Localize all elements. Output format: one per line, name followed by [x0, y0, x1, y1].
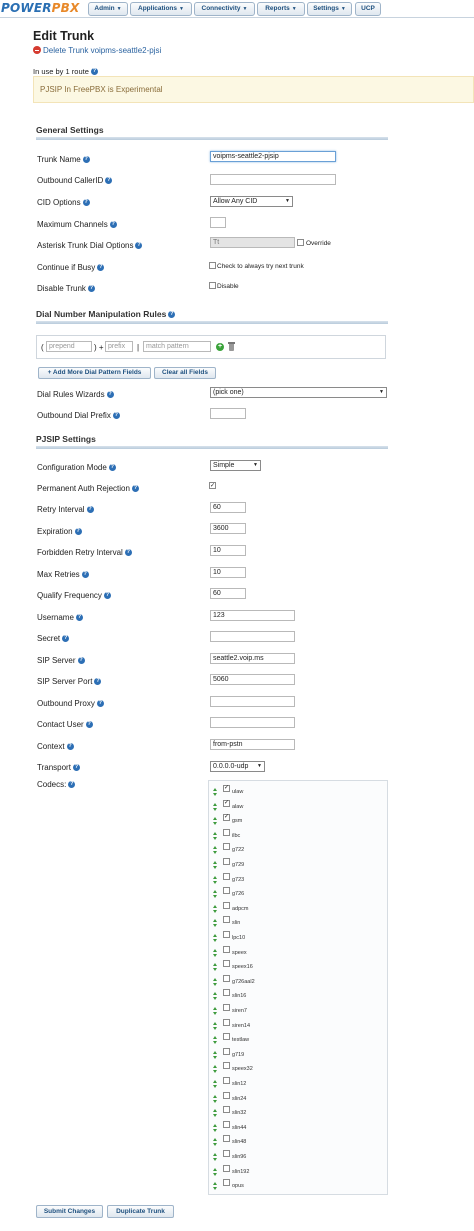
codec-name: slin96	[232, 1154, 247, 1160]
help-icon[interactable]: ?	[126, 549, 131, 555]
drag-handle-icon[interactable]	[213, 963, 218, 972]
disable-trunk-text: Disable	[217, 283, 239, 290]
codec-item-slin32[interactable]	[211, 1105, 387, 1119]
drag-handle-icon[interactable]	[213, 876, 218, 885]
duplicate-trunk-button[interactable]: Duplicate Trunk	[107, 1205, 174, 1218]
section-divider	[36, 446, 388, 449]
drag-handle-icon[interactable]	[213, 861, 218, 870]
pipe-separator: |	[137, 343, 140, 352]
codec-name: slin48	[232, 1139, 247, 1146]
disable-trunk-label: Disable Trunk ?	[37, 284, 94, 293]
help-icon[interactable]: ?	[74, 764, 79, 770]
codec-item-g722[interactable]	[211, 842, 387, 856]
help-icon[interactable]: ?	[83, 571, 87, 577]
prefix-input[interactable]: prefix	[105, 341, 133, 352]
codec-name: ulaw	[232, 789, 244, 795]
drag-handle-icon[interactable]	[213, 1182, 218, 1191]
codec-checkbox[interactable]	[223, 887, 230, 894]
codec-checkbox[interactable]	[223, 858, 230, 865]
codec-item-slin44[interactable]	[211, 1120, 387, 1134]
codec-checkbox[interactable]	[223, 1165, 230, 1172]
chevron-down-icon: ▼	[257, 763, 262, 769]
help-icon[interactable]: ?	[68, 743, 72, 749]
codec-checkbox[interactable]	[223, 1004, 230, 1011]
codec-item-slin24[interactable]	[211, 1091, 387, 1105]
username-label: Username ?	[37, 613, 82, 622]
codec-checkbox[interactable]	[223, 1106, 230, 1113]
codec-checkbox[interactable]	[223, 829, 230, 836]
delete-trunk-link[interactable]: Delete Trunk voipms-seattle2-pjsi	[33, 46, 161, 55]
codec-checkbox[interactable]	[223, 1135, 230, 1142]
codec-name: opus	[232, 1183, 244, 1190]
forbidden-retry-input[interactable]: 10	[210, 545, 246, 556]
codec-name: slin44	[232, 1124, 247, 1131]
help-icon[interactable]: ?	[107, 177, 111, 183]
disable-trunk-checkbox[interactable]	[209, 282, 216, 289]
drag-handle-icon[interactable]	[213, 817, 218, 826]
expiration-label: Expiration ?	[37, 527, 80, 536]
help-icon[interactable]: ?	[70, 781, 74, 787]
codec-checkbox[interactable]	[223, 843, 230, 850]
menu-applications-button[interactable]: Applications ▼	[130, 2, 192, 16]
menu-admin-button[interactable]: Admin ▼	[88, 2, 128, 16]
drag-handle-icon[interactable]	[213, 803, 218, 812]
outbound-dial-prefix-label: Outbound Dial Prefix ?	[37, 411, 119, 420]
drag-handle-icon[interactable]	[213, 919, 218, 928]
help-icon[interactable]: ?	[89, 285, 94, 291]
help-icon[interactable]: ?	[170, 311, 174, 317]
context-label: Context ?	[37, 742, 72, 751]
drag-handle-icon[interactable]	[213, 1168, 218, 1177]
codec-name: slin24	[232, 1095, 247, 1102]
transport-label: Transport ?	[37, 763, 79, 772]
codec-checkbox[interactable]	[223, 989, 230, 996]
retry-interval-label: Retry Interval ?	[37, 505, 92, 514]
codec-name: g726aal2	[232, 978, 255, 985]
codec-item-slin[interactable]	[211, 915, 387, 929]
drag-handle-icon[interactable]	[213, 978, 218, 987]
codec-checkbox[interactable]	[223, 975, 230, 982]
drag-handle-icon[interactable]	[213, 1036, 218, 1045]
codec-item-g723[interactable]	[211, 872, 387, 886]
continue-busy-text: Check to always try next trunk	[217, 263, 304, 270]
max-retries-label: Max Retries ?	[37, 570, 87, 579]
codec-checkbox[interactable]	[223, 960, 230, 967]
codec-item-slin12[interactable]	[211, 1076, 387, 1090]
help-icon[interactable]: ?	[96, 678, 100, 684]
codec-checkbox[interactable]: ✓	[224, 814, 230, 821]
help-icon[interactable]: ?	[76, 528, 80, 534]
experimental-notice: PJSIP In FreePBX is Experimental	[33, 76, 474, 103]
sip-server-label: SIP Server ?	[37, 656, 83, 665]
codec-name: testlaw	[232, 1037, 250, 1044]
sip-server-port-label: SIP Server Port ?	[37, 677, 100, 686]
help-icon[interactable]: ?	[88, 506, 92, 512]
match-pattern-input[interactable]: match pattern	[143, 341, 211, 352]
dial-options-input[interactable]: Tt	[210, 237, 295, 248]
override-label: Override	[306, 240, 331, 247]
drag-handle-icon[interactable]	[213, 1065, 218, 1074]
dial-options-label: Asterisk Trunk Dial Options ?	[37, 241, 141, 250]
open-paren: (	[41, 343, 44, 352]
override-checkbox[interactable]	[297, 239, 304, 246]
clear-all-fields-button[interactable]: Clear all Fields	[154, 367, 216, 379]
drag-handle-icon[interactable]	[213, 1022, 218, 1031]
codec-item-g726aal2[interactable]	[211, 974, 387, 988]
config-mode-select[interactable]: Simple ▼	[210, 460, 261, 471]
codec-item-siren14[interactable]	[211, 1018, 387, 1032]
cid-options-select[interactable]: Allow Any CID ▼	[210, 196, 293, 207]
help-icon[interactable]: ?	[111, 221, 115, 227]
codec-checkbox[interactable]	[223, 1092, 230, 1099]
section-divider	[36, 137, 388, 140]
outbound-callerid-label: Outbound CallerID ?	[37, 176, 111, 185]
help-icon[interactable]: ?	[105, 592, 110, 598]
codec-item-opus[interactable]	[211, 1178, 387, 1192]
chevron-down-icon: ▼	[253, 462, 258, 468]
username-input[interactable]: 123	[210, 610, 295, 621]
help-icon[interactable]: ?	[108, 391, 112, 397]
outbound-callerid-input[interactable]	[210, 174, 336, 185]
prepend-input[interactable]: prepend	[46, 341, 92, 352]
forbidden-retry-label: Forbidden Retry Interval ?	[37, 548, 131, 557]
codec-item-gsm[interactable]	[211, 813, 387, 827]
codec-item-ulaw[interactable]	[211, 784, 387, 798]
codec-name: speex32	[232, 1066, 253, 1073]
codec-checkbox[interactable]	[223, 946, 230, 953]
help-icon[interactable]: ?	[84, 199, 88, 205]
drag-handle-icon[interactable]	[213, 788, 218, 797]
drag-handle-icon[interactable]	[213, 1080, 218, 1089]
pjsip-settings-heading: PJSIP Settings	[36, 434, 388, 446]
secret-input[interactable]	[210, 631, 295, 642]
caret-down-icon: ▼	[340, 6, 346, 12]
codec-name: alaw	[232, 803, 244, 810]
caret-down-icon: ▼	[179, 6, 184, 12]
codec-item-g726[interactable]	[211, 886, 387, 900]
codec-item-siren7[interactable]	[211, 1003, 387, 1017]
help-icon[interactable]: ?	[133, 485, 138, 491]
drag-handle-icon[interactable]	[213, 832, 218, 841]
codec-name: slin32	[232, 1110, 247, 1117]
cid-options-label: CID Options ?	[37, 198, 88, 207]
codecs-list	[208, 780, 388, 1195]
codec-name: slin12	[232, 1081, 247, 1087]
outbound-proxy-input[interactable]	[210, 696, 295, 707]
max-retries-input[interactable]: 10	[210, 567, 246, 578]
dial-rules-wizards-label: Dial Rules Wizards ?	[37, 390, 112, 399]
drag-handle-icon[interactable]	[213, 1109, 218, 1118]
in-use-text: In use by 1 route ?	[33, 67, 97, 76]
codec-item-lpc10[interactable]	[211, 930, 387, 944]
codec-item-testlaw[interactable]	[211, 1032, 387, 1046]
sip-server-input[interactable]: seattle2.voip.ms	[210, 653, 295, 664]
retry-interval-input[interactable]: 60	[210, 502, 246, 513]
menu-reports-button[interactable]: Reports ▼	[257, 2, 305, 16]
codec-name: slin192	[232, 1168, 250, 1175]
help-icon[interactable]: ?	[63, 635, 68, 641]
codec-name: lpc10	[232, 935, 246, 941]
drag-handle-icon[interactable]	[213, 905, 218, 914]
codec-name: siren7	[232, 1008, 247, 1014]
help-icon[interactable]: ?	[79, 657, 83, 663]
caret-down-icon: ▼	[242, 6, 248, 12]
drag-handle-icon[interactable]	[213, 890, 218, 899]
trunk-name-input[interactable]: voipms-seattle2-pjsip	[210, 151, 336, 162]
help-icon[interactable]: ?	[87, 721, 91, 727]
drag-handle-icon[interactable]	[213, 1051, 218, 1060]
help-icon[interactable]: ?	[98, 700, 102, 706]
codec-checkbox[interactable]	[223, 1077, 230, 1084]
codec-checkbox[interactable]	[223, 1150, 230, 1157]
drag-handle-icon[interactable]	[213, 1095, 218, 1104]
help-icon[interactable]: ?	[99, 264, 103, 270]
codec-item-ilbc[interactable]	[211, 828, 387, 842]
drag-handle-icon[interactable]	[213, 1124, 218, 1133]
drag-handle-icon[interactable]	[213, 1007, 218, 1016]
max-channels-label: Maximum Channels ?	[37, 220, 115, 229]
codec-checkbox[interactable]	[223, 1121, 230, 1128]
menu-ucp-button[interactable]: UCP	[355, 2, 381, 16]
drag-handle-icon[interactable]	[213, 934, 218, 943]
contact-user-input[interactable]	[210, 717, 295, 728]
page-title: Edit Trunk	[33, 29, 95, 43]
codec-checkbox[interactable]	[223, 916, 230, 923]
add-pattern-icon[interactable]: +	[217, 343, 223, 350]
codec-name: g722	[232, 847, 245, 854]
help-icon[interactable]: ?	[114, 412, 119, 418]
codec-checkbox[interactable]	[223, 873, 230, 880]
plus-separator: ) +	[94, 343, 104, 352]
codec-name: speex	[232, 949, 247, 956]
outbound-dial-prefix-input[interactable]	[210, 408, 246, 419]
codec-item-alaw[interactable]	[211, 799, 387, 813]
codec-checkbox[interactable]	[223, 1019, 230, 1026]
drag-handle-icon[interactable]	[213, 992, 218, 1001]
continue-busy-checkbox[interactable]	[209, 262, 216, 269]
dial-rules-heading: Dial Number Manipulation Rules ?	[36, 309, 388, 321]
codec-item-g729[interactable]	[211, 857, 387, 871]
menu-connectivity-button[interactable]: Connectivity ▼	[194, 2, 255, 16]
codec-name: slin16	[232, 993, 247, 1000]
codec-item-slin16[interactable]	[211, 988, 387, 1002]
dial-pattern-row	[36, 335, 386, 359]
config-mode-label: Configuration Mode ?	[37, 463, 115, 472]
codec-item-slin96[interactable]	[211, 1149, 387, 1163]
perm-auth-label: Permanent Auth Rejection ?	[37, 484, 138, 493]
drag-handle-icon[interactable]	[213, 1138, 218, 1147]
caret-down-icon: ▼	[116, 6, 122, 12]
codec-checkbox[interactable]: ✓	[224, 799, 230, 806]
help-icon[interactable]: ?	[77, 614, 82, 620]
drag-handle-icon[interactable]	[213, 949, 218, 958]
help-icon[interactable]: ?	[92, 68, 97, 74]
context-input[interactable]: from-pstn	[210, 739, 295, 750]
secret-label: Secret ?	[37, 634, 68, 643]
codec-checkbox[interactable]	[223, 1062, 230, 1069]
codec-checkbox[interactable]	[223, 1048, 230, 1055]
dial-rules-wizards-select[interactable]: (pick one) ▼	[210, 387, 387, 398]
codec-name: gsm	[232, 818, 243, 825]
continue-busy-label: Continue if Busy ?	[37, 263, 103, 272]
codec-item-speex[interactable]	[211, 945, 387, 959]
codec-name: g729	[232, 862, 245, 868]
codec-item-speex16[interactable]	[211, 959, 387, 973]
general-settings-heading: General Settings	[36, 125, 388, 137]
codec-name: g723	[232, 876, 245, 883]
codec-item-adpcm[interactable]	[211, 901, 387, 915]
powerpbx-logo[interactable]: POWERPBX	[1, 1, 80, 15]
codec-name: ilbc	[232, 832, 241, 839]
codec-name: siren14	[232, 1022, 251, 1029]
delete-icon	[33, 46, 41, 54]
codec-name: speex16	[232, 964, 253, 971]
qualify-frequency-label: Qualify Frequency ?	[37, 591, 110, 600]
menu-settings-button[interactable]: Settings ▼	[307, 2, 352, 16]
add-more-dial-pattern-button[interactable]: + Add More Dial Pattern Fields	[38, 367, 151, 379]
trash-icon[interactable]	[228, 342, 235, 351]
codecs-label: Codecs: ?	[37, 780, 74, 789]
codec-checkbox[interactable]	[223, 1033, 230, 1040]
trunk-name-label: Trunk Name ?	[37, 155, 88, 164]
max-channels-input[interactable]	[210, 217, 226, 228]
help-icon[interactable]: ?	[110, 464, 115, 470]
codec-item-g719[interactable]	[211, 1047, 387, 1061]
codec-item-speex32[interactable]	[211, 1061, 387, 1075]
drag-handle-icon[interactable]	[213, 846, 218, 855]
chevron-down-icon: ▼	[285, 198, 290, 204]
help-icon[interactable]: ?	[84, 156, 88, 162]
chevron-down-icon: ▼	[379, 389, 384, 395]
codec-checkbox[interactable]	[223, 902, 230, 909]
codec-checkbox[interactable]	[223, 931, 230, 938]
codec-checkbox[interactable]	[223, 1179, 230, 1186]
outbound-proxy-label: Outbound Proxy ?	[37, 699, 102, 708]
perm-auth-checkbox[interactable]: ✓	[210, 483, 216, 489]
codec-checkbox[interactable]: ✓	[224, 785, 230, 791]
section-divider	[36, 321, 388, 324]
qualify-frequency-input[interactable]: 60	[210, 588, 246, 599]
caret-down-icon: ▼	[291, 6, 297, 12]
transport-select[interactable]: 0.0.0.0-udp ▼	[210, 761, 265, 772]
codec-name: slin	[232, 920, 241, 927]
help-icon[interactable]: ?	[137, 242, 141, 248]
codec-name: g719	[232, 1051, 245, 1058]
codec-name: g726	[232, 891, 245, 898]
submit-changes-button[interactable]: Submit Changes	[36, 1205, 103, 1218]
expiration-input[interactable]: 3600	[210, 523, 246, 534]
codec-item-slin192[interactable]	[211, 1164, 387, 1178]
drag-handle-icon[interactable]	[213, 1153, 218, 1162]
contact-user-label: Contact User ?	[37, 720, 91, 729]
codec-name: adpcm	[232, 905, 249, 912]
top-navbar	[0, 0, 474, 18]
codec-item-slin48[interactable]	[211, 1134, 387, 1148]
sip-server-port-input[interactable]: 5060	[210, 674, 295, 685]
